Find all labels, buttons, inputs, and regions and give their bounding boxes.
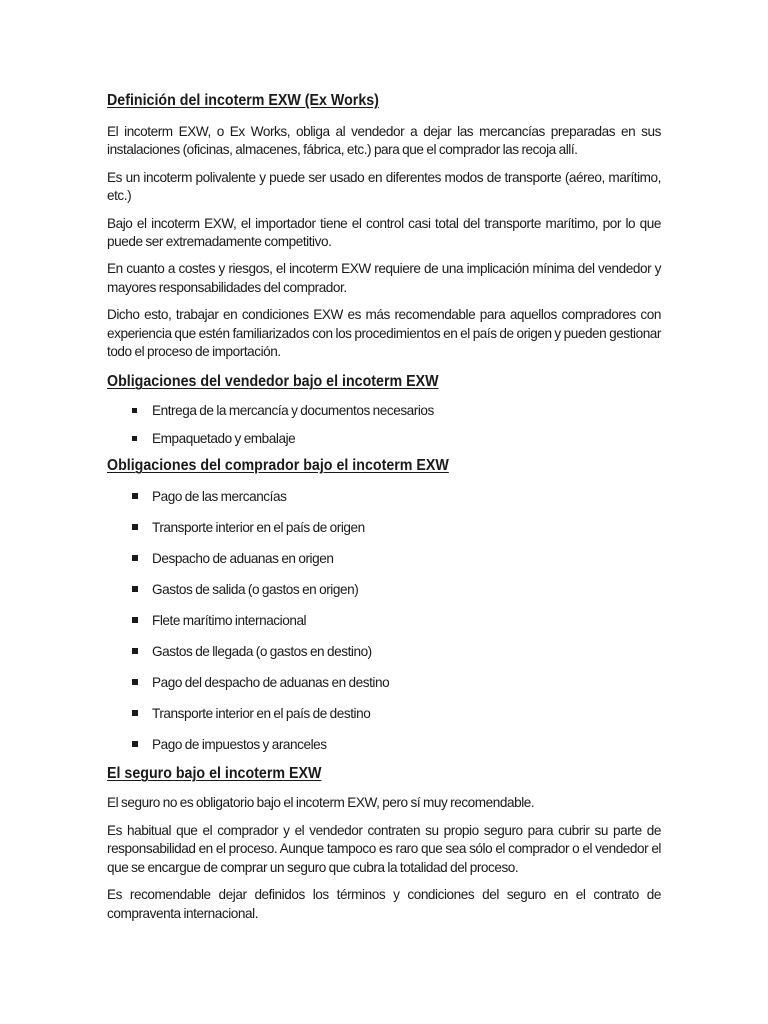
- list-obligaciones-comprador: [107, 488, 661, 754]
- square-bullet-icon: [132, 436, 137, 441]
- list-item-text: Gastos de salida (o gastos en origen): [152, 582, 359, 598]
- square-bullet-icon: [132, 555, 138, 561]
- list-item-text: Pago de impuestos y aranceles: [152, 737, 327, 753]
- list-item: [107, 612, 661, 630]
- paragraph: En cuanto a costes y riesgos, el incoterm EXW requiere de una implicación mínima del vendedor y mayores responsabilidades del comprador.: [107, 261, 661, 295]
- list-item: [107, 674, 661, 692]
- list-item: [107, 402, 661, 420]
- heading-obligaciones-comprador: Obligaciones del comprador bajo el incoterm EXW: [107, 457, 449, 475]
- list-item: [107, 581, 661, 599]
- square-bullet-icon: [132, 648, 138, 654]
- list-item-text: Transporte interior en el país de origen: [152, 520, 365, 536]
- paragraph: Es un incoterm polivalente y puede ser usado en diferentes modos de transporte (aéreo, marítimo, etc.): [107, 169, 661, 204]
- list-item-text: Transporte interior en el país de destino: [152, 706, 371, 722]
- section-seguro: [107, 794, 661, 922]
- paragraph: El incoterm EXW, o Ex Works, obliga al vendedor a dejar las mercancías preparadas en sus instalaciones (oficinas, almacenes, fábrica, etc.) para que el comprador las recoja allí.: [107, 124, 661, 158]
- list-item: [107, 705, 661, 723]
- list-item: [107, 430, 661, 448]
- list-item-text: Despacho de aduanas en origen: [152, 551, 334, 567]
- paragraph: Bajo el incoterm EXW, el importador tiene el control casi total del transporte marítimo, por lo que puede ser extremadamente competitivo.: [107, 215, 661, 250]
- list-item: [107, 488, 661, 506]
- paragraph: El seguro no es obligatorio bajo el incoterm EXW, pero sí muy recomendable.: [107, 795, 535, 811]
- square-bullet-icon: [132, 493, 138, 499]
- list-item: [107, 736, 661, 754]
- list-item: [107, 643, 661, 661]
- square-bullet-icon: [132, 741, 138, 747]
- list-item-text: Empaquetado y embalaje: [152, 431, 296, 447]
- list-item: [107, 519, 661, 537]
- square-bullet-icon: [132, 679, 138, 685]
- square-bullet-icon: [132, 524, 138, 530]
- square-bullet-icon: [132, 617, 138, 623]
- square-bullet-icon: [132, 710, 138, 716]
- square-bullet-icon: [132, 586, 138, 592]
- list-item-text: Flete marítimo internacional: [152, 613, 307, 629]
- section-definicion: [107, 123, 661, 361]
- document-body: [107, 91, 661, 923]
- list-item-text: Gastos de llegada (o gastos en destino): [152, 644, 372, 660]
- square-bullet-icon: [132, 408, 137, 413]
- paragraph: Es habitual que el comprador y el vendedor contraten su propio seguro para cubrir su parte de responsabilidad en el proceso. Aunque tampoco es raro que sea sólo el comprador o el vendedor el que se encargue de comprar un seguro que cubra la totalidad del proceso.: [107, 822, 661, 875]
- heading-seguro: El seguro bajo el incoterm EXW: [107, 765, 322, 783]
- list-item: [107, 550, 661, 568]
- list-item-text: Entrega de la mercancía y documentos necesarios: [152, 403, 434, 419]
- paragraph: Es recomendable dejar definidos los términos y condiciones del seguro en el contrato de compraventa internacional.: [107, 887, 661, 921]
- paragraph: Dicho esto, trabajar en condiciones EXW es más recomendable para aquellos compradores con experiencia que estén familiarizados con los procedimientos en el país de origen y pueden gestionar todo el proceso de importación.: [107, 307, 661, 360]
- list-item-text: Pago de las mercancías: [152, 489, 287, 505]
- list-obligaciones-vendedor: [107, 402, 661, 448]
- list-item-text: Pago del despacho de aduanas en destino: [152, 675, 390, 691]
- heading-obligaciones-vendedor: Obligaciones del vendedor bajo el incoterm EXW: [107, 373, 439, 391]
- heading-definicion: Definición del incoterm EXW (Ex Works): [107, 92, 379, 109]
